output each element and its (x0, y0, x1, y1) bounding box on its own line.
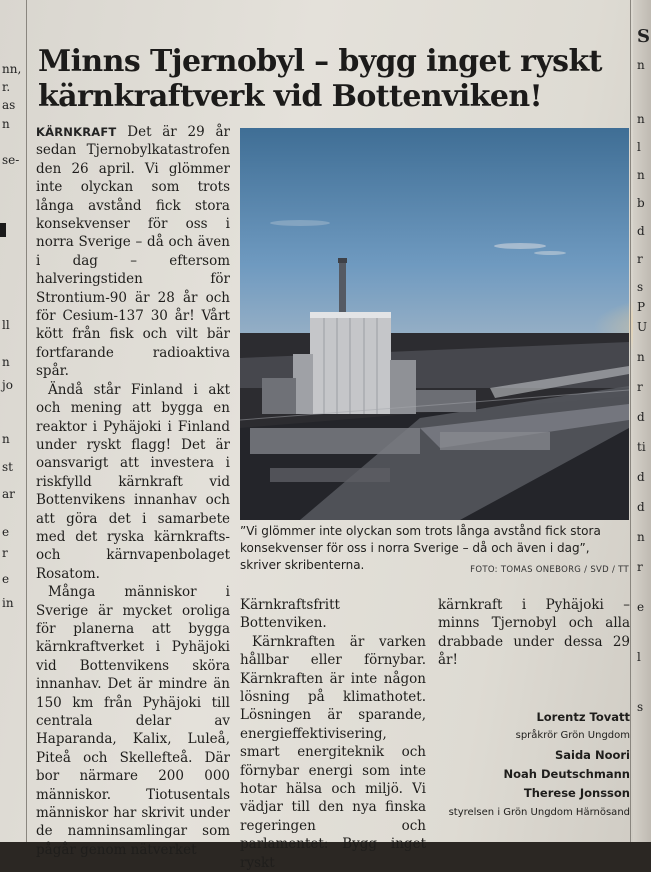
margin-fragment: e (2, 572, 10, 586)
margin-fragment: d (637, 500, 645, 514)
margin-fragment: in (2, 596, 14, 610)
margin-fragment: S (637, 26, 650, 47)
margin-fragment: s (637, 280, 644, 294)
column-rule-left (26, 0, 27, 842)
margin-fragment: n (637, 530, 645, 544)
paragraph-2: Ändå står Finland i akt och mening att bygga en reaktor i Pyhäjoki i Finland under ryskt flagg! Det är oansvarigt att investera i riskfylld kärnkraft vid Bottenvikens innanhav och att göra det i samarbete med det ryska kärnkrafts- och kärnvapenbolaget Rosatom. (36, 381, 230, 582)
left-black-marker (0, 223, 6, 237)
margin-fragment: e (637, 600, 645, 614)
adjacent-column-left (0, 0, 24, 842)
margin-fragment: n (2, 432, 10, 446)
margin-fragment: r (637, 560, 643, 574)
margin-fragment: r (637, 380, 643, 394)
margin-fragment: st (2, 460, 13, 474)
paragraph-1-text: Det är 29 år sedan Tjernobylkatastrofen den 26 april. Vi glömmer inte olyckan som trots långa avstånd fick stora konsekvenser för oss i norra Sverige – då och även i dag – eftersom halveringstiden för Strontium-90 är 28 år och för Cesium-137 30 år! Vårt kött från fisk och vilt bär fortfarande radioaktiva spår. (36, 124, 230, 380)
photo-illustration (240, 128, 629, 520)
signature-name: Noah Deutschmann (503, 767, 630, 781)
column-2-line: Kärnkraftsfritt Bottenviken. (240, 597, 340, 632)
margin-fragment: ll (2, 318, 10, 332)
signature-role: styrelsen i Grön Ungdom Härnösand (448, 807, 630, 818)
margin-fragment: n (637, 350, 645, 364)
margin-fragment: se- (2, 153, 20, 167)
margin-fragment: l (637, 140, 641, 154)
margin-fragment: r. (2, 80, 11, 94)
body-column-3 (438, 596, 630, 670)
column-3-paragraph: kärnkraft i Pyhäjoki – minns Tjernobyl och alla drabbade under dessa 29 år! (438, 597, 630, 669)
photo-credit: FOTO: TOMAS ONEBORG / SVD / TT (470, 565, 629, 575)
paragraph-3: Många människor i Sverige är mycket oroliga för planerna att bygga kärnkraftverket i Pyhäjoki vid Bottenvikens sköra innanhav. Det är mindre än 150 km från Pyhäjoki till centrala delar av Haparanda, Kalix, Luleå, Piteå och Skellefteå. Där bor närmare 200 000 människor. Tiotusentals människor har skrivit under de namninsamlingar som pågår genom nätverket (36, 584, 230, 858)
margin-fragment: as (2, 98, 16, 112)
kicker: KÄRNKRAFT (36, 125, 117, 139)
headline: Minns Tjernobyl – bygg inget ryskt kärnkraftverk vid Bottenviken! (38, 44, 602, 115)
margin-fragment: r (637, 252, 643, 266)
body-column-2 (240, 596, 426, 872)
nuclear-plant-photo (240, 128, 629, 520)
margin-fragment: s (637, 700, 644, 714)
margin-fragment: e (2, 525, 10, 539)
signature-name: Therese Jonsson (523, 786, 630, 800)
paragraph-1 (36, 123, 230, 381)
margin-fragment: nn, (2, 62, 22, 76)
margin-fragment: P (637, 300, 646, 314)
margin-fragment: ti (637, 440, 646, 454)
signature-name: Saida Noori (554, 748, 630, 762)
body-column-1 (36, 123, 230, 859)
margin-fragment: U (637, 320, 648, 334)
adjacent-column-right (633, 0, 651, 842)
signature-role: språkrör Grön Ungdom (515, 730, 630, 741)
column-2-paragraph: Kärnkraften är varken hållbar eller förnybar. Kärnkraften är inte någon lösning på klimathotet. Lösningen är sparande, energieffektivisering, smart energiteknik och förnybar energi som inte hotar hälsa och miljö. Vi vädjar till den nya finska regeringen och parlamentet: Bygg inget ryskt (240, 633, 426, 871)
signature-name: Lorentz Tovatt (536, 710, 630, 724)
margin-fragment: d (637, 410, 645, 424)
photo-caption: ”Vi glömmer inte olyckan som trots långa avstånd fick stora konsekvenser för oss i norra Sverige – då och även i dag”, skriver skribenterna. (240, 524, 601, 572)
margin-fragment: n (2, 117, 10, 131)
margin-fragment: n (2, 355, 10, 369)
margin-fragment: d (637, 224, 645, 238)
margin-fragment: n (637, 112, 645, 126)
column-rule-right (630, 0, 631, 842)
margin-fragment: jo (2, 378, 13, 392)
margin-fragment: n (637, 58, 645, 72)
margin-fragment: ar (2, 487, 15, 501)
margin-fragment: n (637, 168, 645, 182)
margin-fragment: d (637, 470, 645, 484)
margin-fragment: b (637, 196, 645, 210)
margin-fragment: r (2, 546, 8, 560)
margin-fragment: l (637, 650, 641, 664)
